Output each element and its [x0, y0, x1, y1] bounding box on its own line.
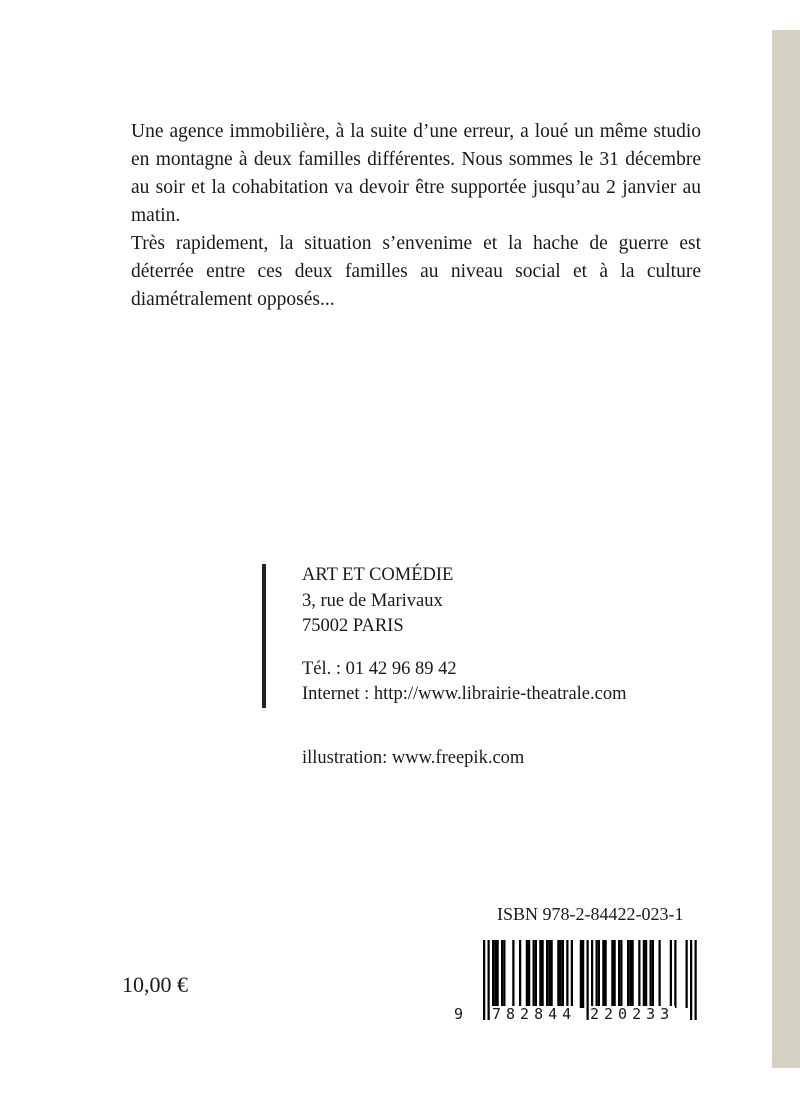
barcode-bar: [512, 940, 514, 1008]
barcode-bar: [620, 940, 622, 1008]
barcode-bar: [533, 940, 535, 1008]
publisher-city: 75002 PARIS: [302, 616, 404, 636]
barcode-bar: [605, 940, 607, 1008]
barcode-bar: [598, 940, 600, 1008]
publisher-block: [302, 563, 626, 708]
barcode-right-group: 220233: [590, 1005, 675, 1023]
spine-strip: [772, 30, 800, 1068]
isbn-label: ISBN 978-2-84422-023-1: [497, 904, 684, 924]
barcode-bar: [614, 940, 616, 1008]
barcode-bar: [503, 940, 505, 1008]
barcode-bar: [602, 940, 604, 1008]
barcode-bar: [566, 940, 568, 1008]
barcode-bar: [494, 940, 496, 1008]
barcode-bar: [645, 940, 647, 1008]
barcode-bar: [632, 940, 634, 1008]
barcode-bar: [650, 940, 652, 1008]
barcode-bar: [670, 940, 672, 1008]
barcode-bar: [596, 940, 598, 1008]
barcode-bar: [519, 940, 521, 1008]
barcode-bar: [580, 940, 582, 1008]
barcode-bar: [539, 940, 541, 1008]
barcode-bar: [629, 940, 631, 1008]
barcode-bar: [690, 940, 692, 1020]
blurb-paragraph-1: Une agence immobilière, à la suite d’une erreur, a loué un même studio en montagne à deux familles différentes. Nous sommes le 31 décembre au soir et la cohabitation va devoir être supportée jusqu’au 2 janvier au matin.: [131, 121, 701, 226]
barcode-bar: [695, 940, 697, 1020]
barcode-bar: [488, 940, 490, 1020]
barcode-bar: [528, 940, 530, 1008]
barcode-bar: [638, 940, 640, 1008]
illustration-credit: illustration: www.freepik.com: [302, 748, 525, 768]
barcode-bar: [492, 940, 494, 1008]
barcode-bar: [548, 940, 550, 1008]
barcode-bar: [501, 940, 503, 1008]
publisher-accent-bar: [262, 564, 266, 708]
barcode-bar: [571, 940, 573, 1008]
publisher-website: Internet : http://www.librairie-theatrale.com: [302, 684, 627, 704]
publisher-phone: Tél. : 01 42 96 89 42: [302, 658, 457, 679]
back-cover-blurb: [131, 118, 701, 314]
barcode-bar: [483, 940, 485, 1020]
barcode-bar: [627, 940, 629, 1008]
barcode-first-digit: 9: [454, 1005, 464, 1023]
barcode-bar: [535, 940, 537, 1008]
barcode-bar: [674, 940, 676, 1008]
barcode-bar: [546, 940, 548, 1008]
barcode-bar: [526, 940, 528, 1008]
barcode-bar: [643, 940, 645, 1008]
barcode-left-group: 782844: [492, 1005, 577, 1023]
barcode-bar: [611, 940, 613, 1008]
barcode-bar: [560, 940, 562, 1008]
barcode: [453, 938, 703, 1028]
barcode-bar: [582, 940, 584, 1008]
barcode-bar: [551, 940, 553, 1008]
barcode-bar: [562, 940, 564, 1008]
publisher-street: 3, rue de Marivaux: [302, 590, 443, 611]
barcode-bar: [542, 940, 544, 1008]
barcode-bar: [557, 940, 559, 1008]
publisher-name: ART ET COMÉDIE: [302, 565, 454, 585]
barcode-bar: [497, 940, 499, 1008]
barcode-bar: [686, 940, 688, 1008]
blurb-paragraph-2: Très rapidement, la situation s’envenime et la hache de guerre est déterrée entre ces deux familles au niveau social et à la culture diamétralement opposés...: [131, 233, 701, 310]
price-label: 10,00 €: [122, 972, 188, 997]
barcode-bar: [652, 940, 654, 1008]
barcode-bar: [659, 940, 661, 1008]
barcode-bar: [618, 940, 620, 1008]
